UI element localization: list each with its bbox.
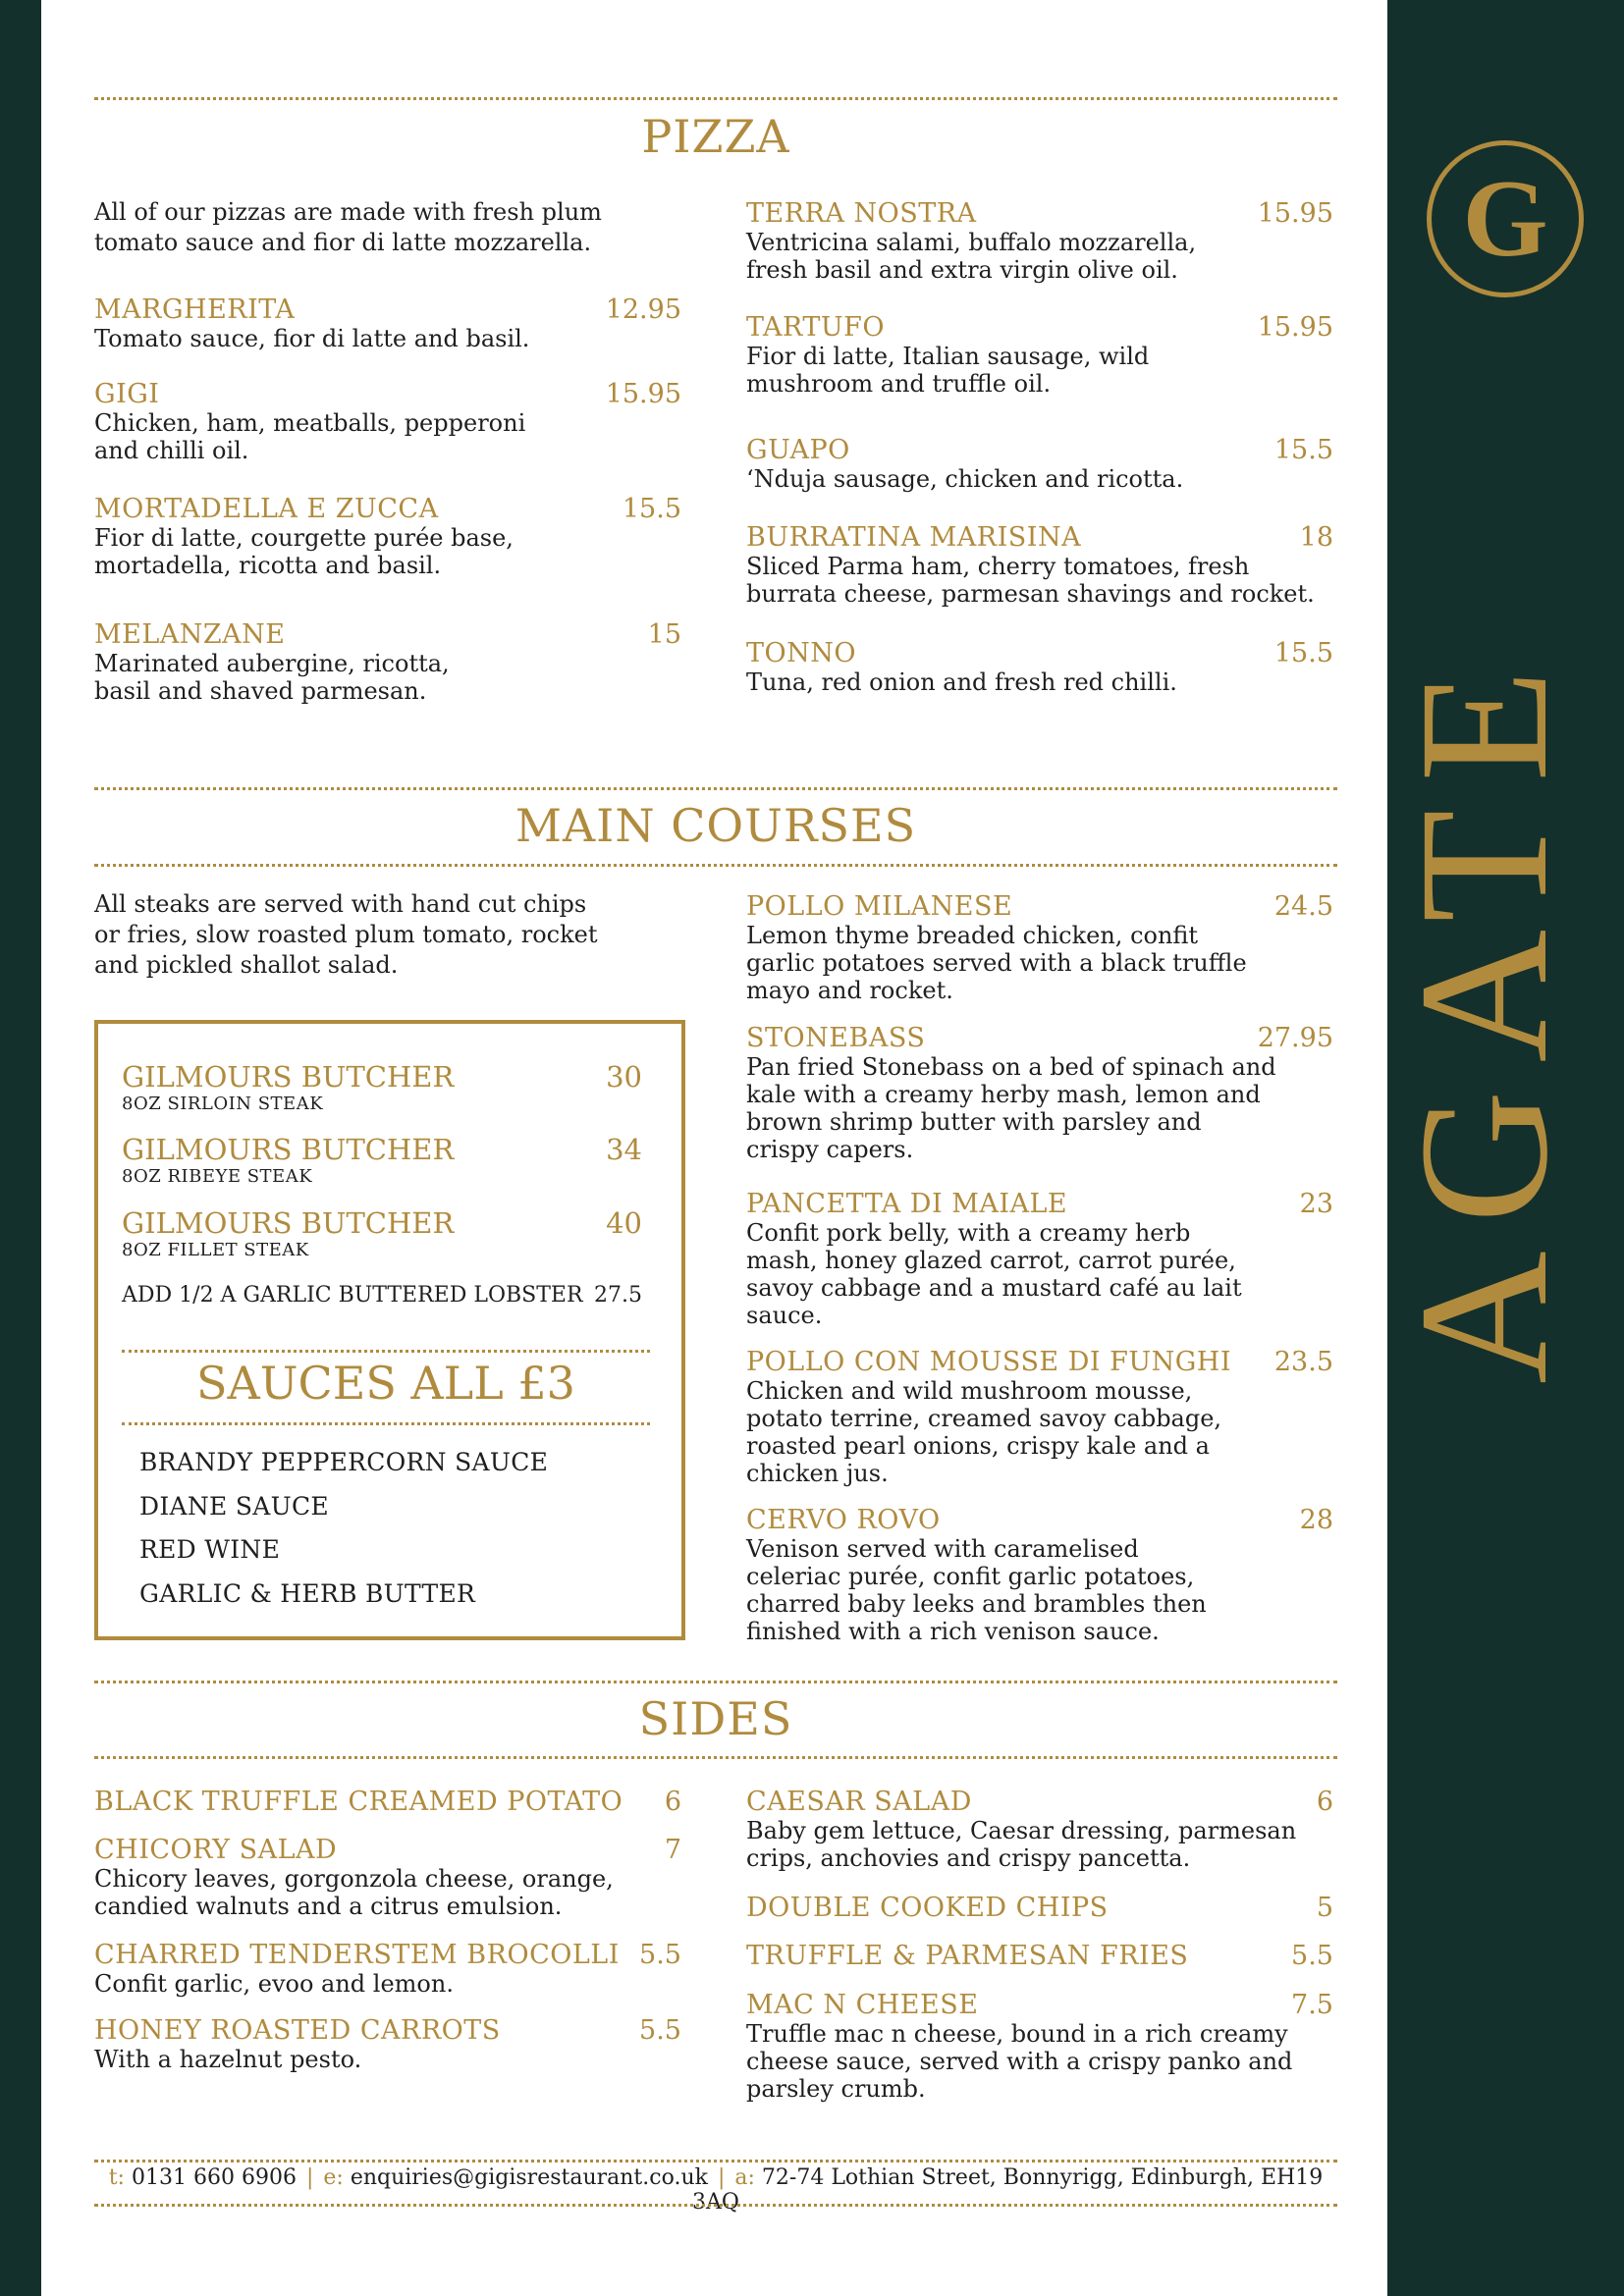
- vertical-brand-text: AGATE: [1380, 641, 1586, 1384]
- menu-item: [94, 1787, 681, 1817]
- item-description: Tomato sauce, fior di latte and basil.: [94, 325, 530, 352]
- footer-rule: [94, 2160, 1337, 2163]
- menu-item: [746, 198, 1333, 284]
- item-description: Pan fried Stonebass on a bed of spinach and kale with a creamy herby mash, lemon and brown shrimp butter with parsley and crispy capers.: [746, 1053, 1276, 1163]
- item-name: POLLO CON MOUSSE DI FUNGHI: [746, 1347, 1232, 1377]
- item-name: TONNO: [746, 638, 857, 668]
- menu-item: [94, 494, 681, 579]
- item-name: MAC N CHEESE: [746, 1990, 979, 2020]
- steak-item: [122, 1133, 642, 1187]
- email-address[interactable]: enquiries@gigisrestaurant.co.uk: [350, 2165, 708, 2190]
- menu-item: [746, 1990, 1333, 2103]
- email-label: e:: [323, 2165, 344, 2190]
- box-rule: [122, 1422, 650, 1425]
- item-price: 15.95: [1257, 198, 1333, 229]
- item-name: BURRATINA MARISINA: [746, 522, 1082, 553]
- menu-item: [94, 1940, 681, 1998]
- item-description: Fior di latte, Italian sausage, wild mushroom and truffle oil.: [746, 343, 1150, 398]
- menu-item: [746, 312, 1333, 398]
- menu-item: [746, 522, 1333, 608]
- item-subtitle: 8OZ SIRLOIN STEAK: [122, 1094, 324, 1114]
- item-price: 5.5: [639, 1940, 681, 1970]
- item-name: TERRA NOSTRA: [746, 198, 977, 229]
- item-price: 15.95: [1257, 312, 1333, 343]
- item-name: MORTADELLA E ZUCCA: [94, 494, 439, 524]
- item-name: MELANZANE: [94, 619, 286, 650]
- item-price: 5.5: [639, 2015, 681, 2046]
- item-price: 15.5: [1273, 638, 1333, 668]
- item-price: 6: [1316, 1787, 1333, 1817]
- box-rule: [122, 1350, 650, 1353]
- menu-item: [746, 1023, 1333, 1163]
- item-price: 5: [1316, 1893, 1333, 1923]
- sauce-item: DIANE SAUCE: [139, 1492, 329, 1521]
- item-name: DOUBLE COOKED CHIPS: [746, 1893, 1109, 1923]
- menu-item: [746, 1347, 1333, 1487]
- mains-heading: MAIN COURSES: [514, 799, 917, 852]
- item-name: GUAPO: [746, 435, 850, 465]
- brand-logo: [1427, 140, 1584, 297]
- steak-item: [122, 1206, 642, 1260]
- menu-item: [746, 891, 1333, 1004]
- menu-item: [746, 1189, 1333, 1329]
- footer-rule: [94, 2204, 1337, 2207]
- menu-item: [94, 1835, 681, 1920]
- lobster-addon: [122, 1283, 642, 1308]
- item-name: POLLO MILANESE: [746, 891, 1013, 922]
- steak-item: [122, 1060, 642, 1114]
- item-description: Ventricina salami, buffalo mozzarella, fresh basil and extra virgin olive oil.: [746, 229, 1197, 284]
- item-description: Sliced Parma ham, cherry tomatoes, fresh burrata cheese, parmesan shavings and rocket.: [746, 553, 1315, 608]
- item-description: Venison served with caramelised celeriac purée, confit garlic potatoes, charred baby leeks and brambles then finished with a rich venison sauce.: [746, 1535, 1207, 1645]
- addon-price: 27.5: [594, 1283, 642, 1308]
- item-price: 27.95: [1257, 1023, 1333, 1053]
- item-price: 18: [1299, 522, 1333, 553]
- item-name: BLACK TRUFFLE CREAMED POTATO: [94, 1787, 623, 1817]
- item-description: Chicken, ham, meatballs, pepperoni and chilli oil.: [94, 409, 526, 464]
- item-description: Truffle mac n cheese, bound in a rich creamy cheese sauce, served with a crispy panko and parsley crumb.: [746, 2020, 1293, 2103]
- item-price: 15.5: [1273, 435, 1333, 465]
- item-description: Fior di latte, courgette purée base, mortadella, ricotta and basil.: [94, 524, 514, 579]
- sauce-item: GARLIC & HERB BUTTER: [139, 1579, 476, 1608]
- item-price: 23: [1299, 1189, 1333, 1219]
- menu-item: [746, 435, 1333, 493]
- sauces-heading: SAUCES ALL £3: [196, 1357, 575, 1410]
- item-description: Lemon thyme breaded chicken, confit garlic potatoes served with a black truffle mayo and rocket.: [746, 922, 1247, 1004]
- item-description: Tuna, red onion and fresh red chilli.: [746, 668, 1177, 696]
- section-rule: [94, 1681, 1337, 1683]
- pizza-heading: PIZZA: [641, 110, 790, 163]
- menu-item: [94, 619, 681, 705]
- sauce-item: BRANDY PEPPERCORN SAUCE: [139, 1448, 549, 1476]
- section-rule: [94, 1756, 1337, 1759]
- item-name: GILMOURS BUTCHER: [122, 1206, 455, 1240]
- item-name: STONEBASS: [746, 1023, 926, 1053]
- item-name: MARGHERITA: [94, 294, 296, 325]
- phone-label: t:: [108, 2165, 125, 2190]
- item-subtitle: 8OZ RIBEYE STEAK: [122, 1166, 313, 1187]
- menu-item: [94, 2015, 681, 2073]
- item-name: PANCETTA DI MAIALE: [746, 1189, 1068, 1219]
- mains-intro: All steaks are served with hand cut chips or fries, slow roasted plum tomato, rocket and pickled shallot salad.: [94, 890, 598, 979]
- sauce-item: RED WINE: [139, 1535, 281, 1564]
- section-rule: [94, 97, 1337, 100]
- item-description: Chicory leaves, gorgonzola cheese, orange, candied walnuts and a citrus emulsion.: [94, 1865, 614, 1920]
- menu-item: [94, 294, 681, 352]
- menu-item: [94, 379, 681, 464]
- item-name: GIGI: [94, 379, 160, 409]
- section-rule: [94, 864, 1337, 867]
- item-price: 6: [664, 1787, 681, 1817]
- item-price: 7: [664, 1835, 681, 1865]
- addon-label: ADD 1/2 A GARLIC BUTTERED LOBSTER: [122, 1283, 583, 1308]
- item-name: CAESAR SALAD: [746, 1787, 972, 1817]
- logo-letter: G: [1462, 158, 1548, 280]
- item-name: TRUFFLE & PARMESAN FRIES: [746, 1941, 1189, 1971]
- item-name: GILMOURS BUTCHER: [122, 1133, 455, 1166]
- item-name: GILMOURS BUTCHER: [122, 1060, 455, 1094]
- pizza-intro: All of our pizzas are made with fresh plum tomato sauce and fior di latte mozzarella.: [94, 198, 602, 256]
- item-name: CHICORY SALAD: [94, 1835, 338, 1865]
- item-price: 7.5: [1291, 1990, 1333, 2020]
- phone-number[interactable]: 0131 660 6906: [131, 2165, 297, 2190]
- item-name: TARTUFO: [746, 312, 886, 343]
- item-description: Confit garlic, evoo and lemon.: [94, 1970, 454, 1998]
- item-price: 15.95: [605, 379, 681, 409]
- left-border-band: [0, 0, 41, 2296]
- item-price: 12.95: [605, 294, 681, 325]
- menu-item: [746, 1505, 1333, 1645]
- menu-item: [746, 1893, 1333, 1923]
- sides-heading: SIDES: [638, 1692, 793, 1745]
- item-price: 34: [606, 1133, 642, 1166]
- item-price: 23.5: [1273, 1347, 1333, 1377]
- item-price: 40: [606, 1206, 642, 1240]
- item-description: Confit pork belly, with a creamy herb mash, honey glazed carrot, carrot purée, savoy cabbage and a mustard café au lait sauce.: [746, 1219, 1242, 1329]
- item-price: 15: [647, 619, 681, 650]
- menu-item: [746, 638, 1333, 696]
- menu-item: [746, 1787, 1333, 1872]
- item-description: Chicken and wild mushroom mousse, potato terrine, creamed savoy cabbage, roasted pearl onions, crispy kale and a chicken jus.: [746, 1377, 1222, 1487]
- menu-item: [746, 1941, 1333, 1971]
- item-price: 15.5: [622, 494, 681, 524]
- item-price: 5.5: [1291, 1941, 1333, 1971]
- item-description: With a hazelnut pesto.: [94, 2046, 362, 2073]
- item-subtitle: 8OZ FILLET STEAK: [122, 1240, 309, 1260]
- item-price: 24.5: [1273, 891, 1333, 922]
- item-name: CERVO ROVO: [746, 1505, 941, 1535]
- item-description: Marinated aubergine, ricotta, basil and shaved parmesan.: [94, 650, 450, 705]
- item-price: 28: [1299, 1505, 1333, 1535]
- address-label: a:: [734, 2165, 755, 2190]
- item-name: HONEY ROASTED CARROTS: [94, 2015, 501, 2046]
- item-description: Baby gem lettuce, Caesar dressing, parmesan crips, anchovies and crispy pancetta.: [746, 1817, 1297, 1872]
- item-description: ‘Nduja sausage, chicken and ricotta.: [746, 465, 1184, 493]
- footer-contact: t: 0131 660 6906 | e: enquiries@gigisrestaurant.co.uk | a: 72-74 Lothian Street, Bonnyrigg, Edinburgh, EH19 3AQ: [108, 2165, 1324, 2215]
- item-name: CHARRED TENDERSTEM BROCOLLI: [94, 1940, 620, 1970]
- section-rule: [94, 787, 1337, 790]
- street-address: 72-74 Lothian Street, Bonnyrigg, Edinburgh, EH19 3AQ: [692, 2165, 1324, 2215]
- item-price: 30: [606, 1060, 642, 1094]
